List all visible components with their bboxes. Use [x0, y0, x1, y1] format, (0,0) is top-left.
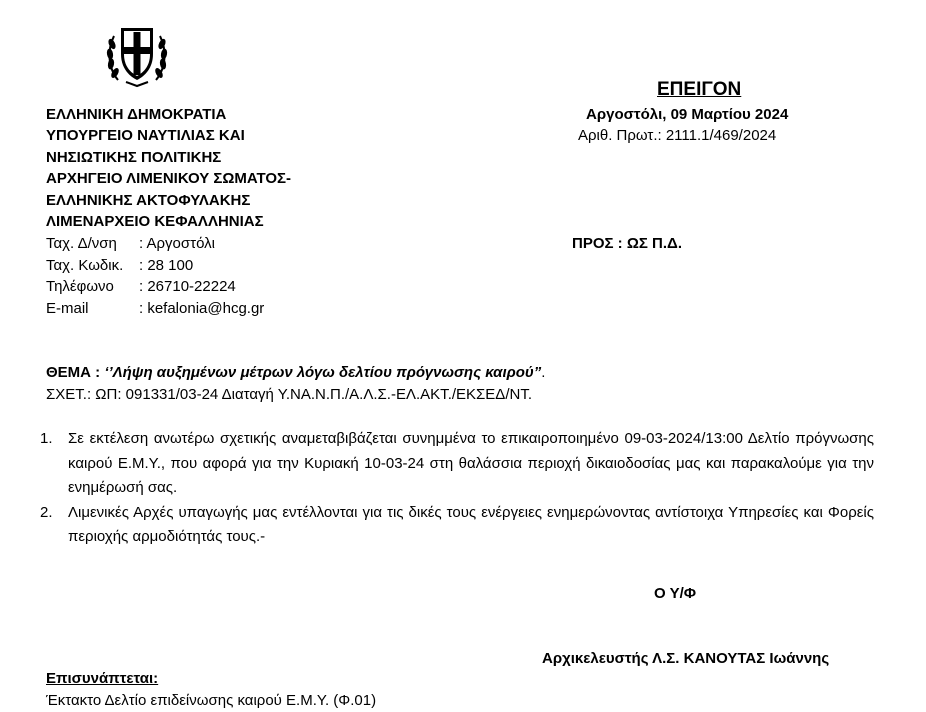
list-item-number: 1. — [40, 430, 53, 447]
subject-line — [46, 362, 545, 384]
subject-label: ΘΕΜΑ : — [46, 364, 105, 381]
contact-address-label: Ταχ. Δ/νση — [46, 235, 117, 252]
attachments-heading: Επισυνάπτεται: — [46, 670, 159, 687]
header-line-ministry: ΥΠΟΥΡΓΕΙΟ ΝΑΥΤΙΛΙΑΣ ΚΑΙ — [46, 127, 245, 144]
recipient: ΠΡΟΣ : ΩΣ Π.Δ. — [572, 235, 682, 252]
contact-phone-value: : 26710-22224 — [139, 278, 236, 295]
header-line-port-authority: ΛΙΜΕΝΑΡΧΕΙΟ ΚΕΦΑΛΛΗΝΙΑΣ — [46, 213, 264, 230]
coat-of-arms-emblem — [104, 20, 170, 90]
reference-line: ΣΧΕΤ.: ΩΠ: 091331/03-24 Διαταγή Υ.ΝΑ.Ν.Π./Α.Λ.Σ.-ΕΛ.ΑΚΤ./ΕΚΣΕΔ/ΝΤ. — [46, 386, 533, 403]
contact-email-value: : kefalonia@hcg.gr — [139, 300, 265, 317]
numbered-list — [40, 427, 874, 550]
place-date: Αργοστόλι, 09 Μαρτίου 2024 — [586, 106, 789, 123]
subject-end: . — [541, 364, 546, 381]
list-item — [40, 427, 874, 501]
contact-address-value: : Αργοστόλι — [139, 235, 215, 252]
signature-name: Αρχικελευστής Λ.Σ. ΚΑΝΟΥΤΑΣ Ιωάννης — [542, 650, 830, 667]
contact-email-label: E-mail — [46, 300, 89, 317]
list-item-text: Σε εκτέλεση ανωτέρω σχετικής αναμεταβιβάζεται συνημμένα το επικαιροποιημένο 09-03-2024/13:00 Δελτίο πρόγνωσης καιρού Ε.Μ.Υ., που αφορά για την Κυριακή 10-03-24 στη θαλάσσια περιοχή δικαιοδοσίας μας και παρακαλούμε για την ενημέρωσή σας. — [68, 430, 874, 496]
attachments-first-line: Έκτακτο Δελτίο επιδείνωσης καιρού Ε.Μ.Υ. (Φ.01) — [46, 692, 377, 709]
protocol-number: Αριθ. Πρωτ.: 2111.1/469/2024 — [578, 127, 777, 144]
header-line-headquarters: ΑΡΧΗΓΕΙΟ ΛΙΜΕΝΙΚΟΥ ΣΩΜΑΤΟΣ- — [46, 170, 292, 187]
urgent-label: ΕΠΕΙΓΟΝ — [657, 79, 742, 100]
list-item-text: Λιμενικές Αρχές υπαγωγής μας εντέλλονται για τις δικές τους ενέργειες ενημερώνοντας αντίστοιχα Υπηρεσίες και Φορείς περιοχής αρμοδιότητάς τους.- — [68, 503, 874, 545]
subject-text: ‘’Λήψη αυξημένων μέτρων λόγω δελτίου πρόγνωσης καιρού” — [104, 364, 542, 381]
header-line-republic: ΕΛΛΗΝΙΚΗ ΔΗΜΟΚΡΑΤΙΑ — [46, 106, 227, 123]
header-line-coastguard: ΕΛΛΗΝΙΚΗΣ ΑΚΤΟΦΥΛΑΚΗΣ — [46, 192, 251, 209]
contact-postal-label: Ταχ. Κωδικ. — [46, 257, 124, 274]
list-item — [40, 501, 874, 550]
header-line-policy: ΝΗΣΙΩΤΙΚΗΣ ΠΟΛΙΤΙΚΗΣ — [46, 149, 222, 166]
list-item-number: 2. — [40, 503, 53, 521]
contact-postal-value: : 28 100 — [139, 257, 194, 274]
signature-role: Ο Υ/Φ — [654, 585, 697, 602]
contact-phone-label: Τηλέφωνο — [46, 278, 114, 295]
